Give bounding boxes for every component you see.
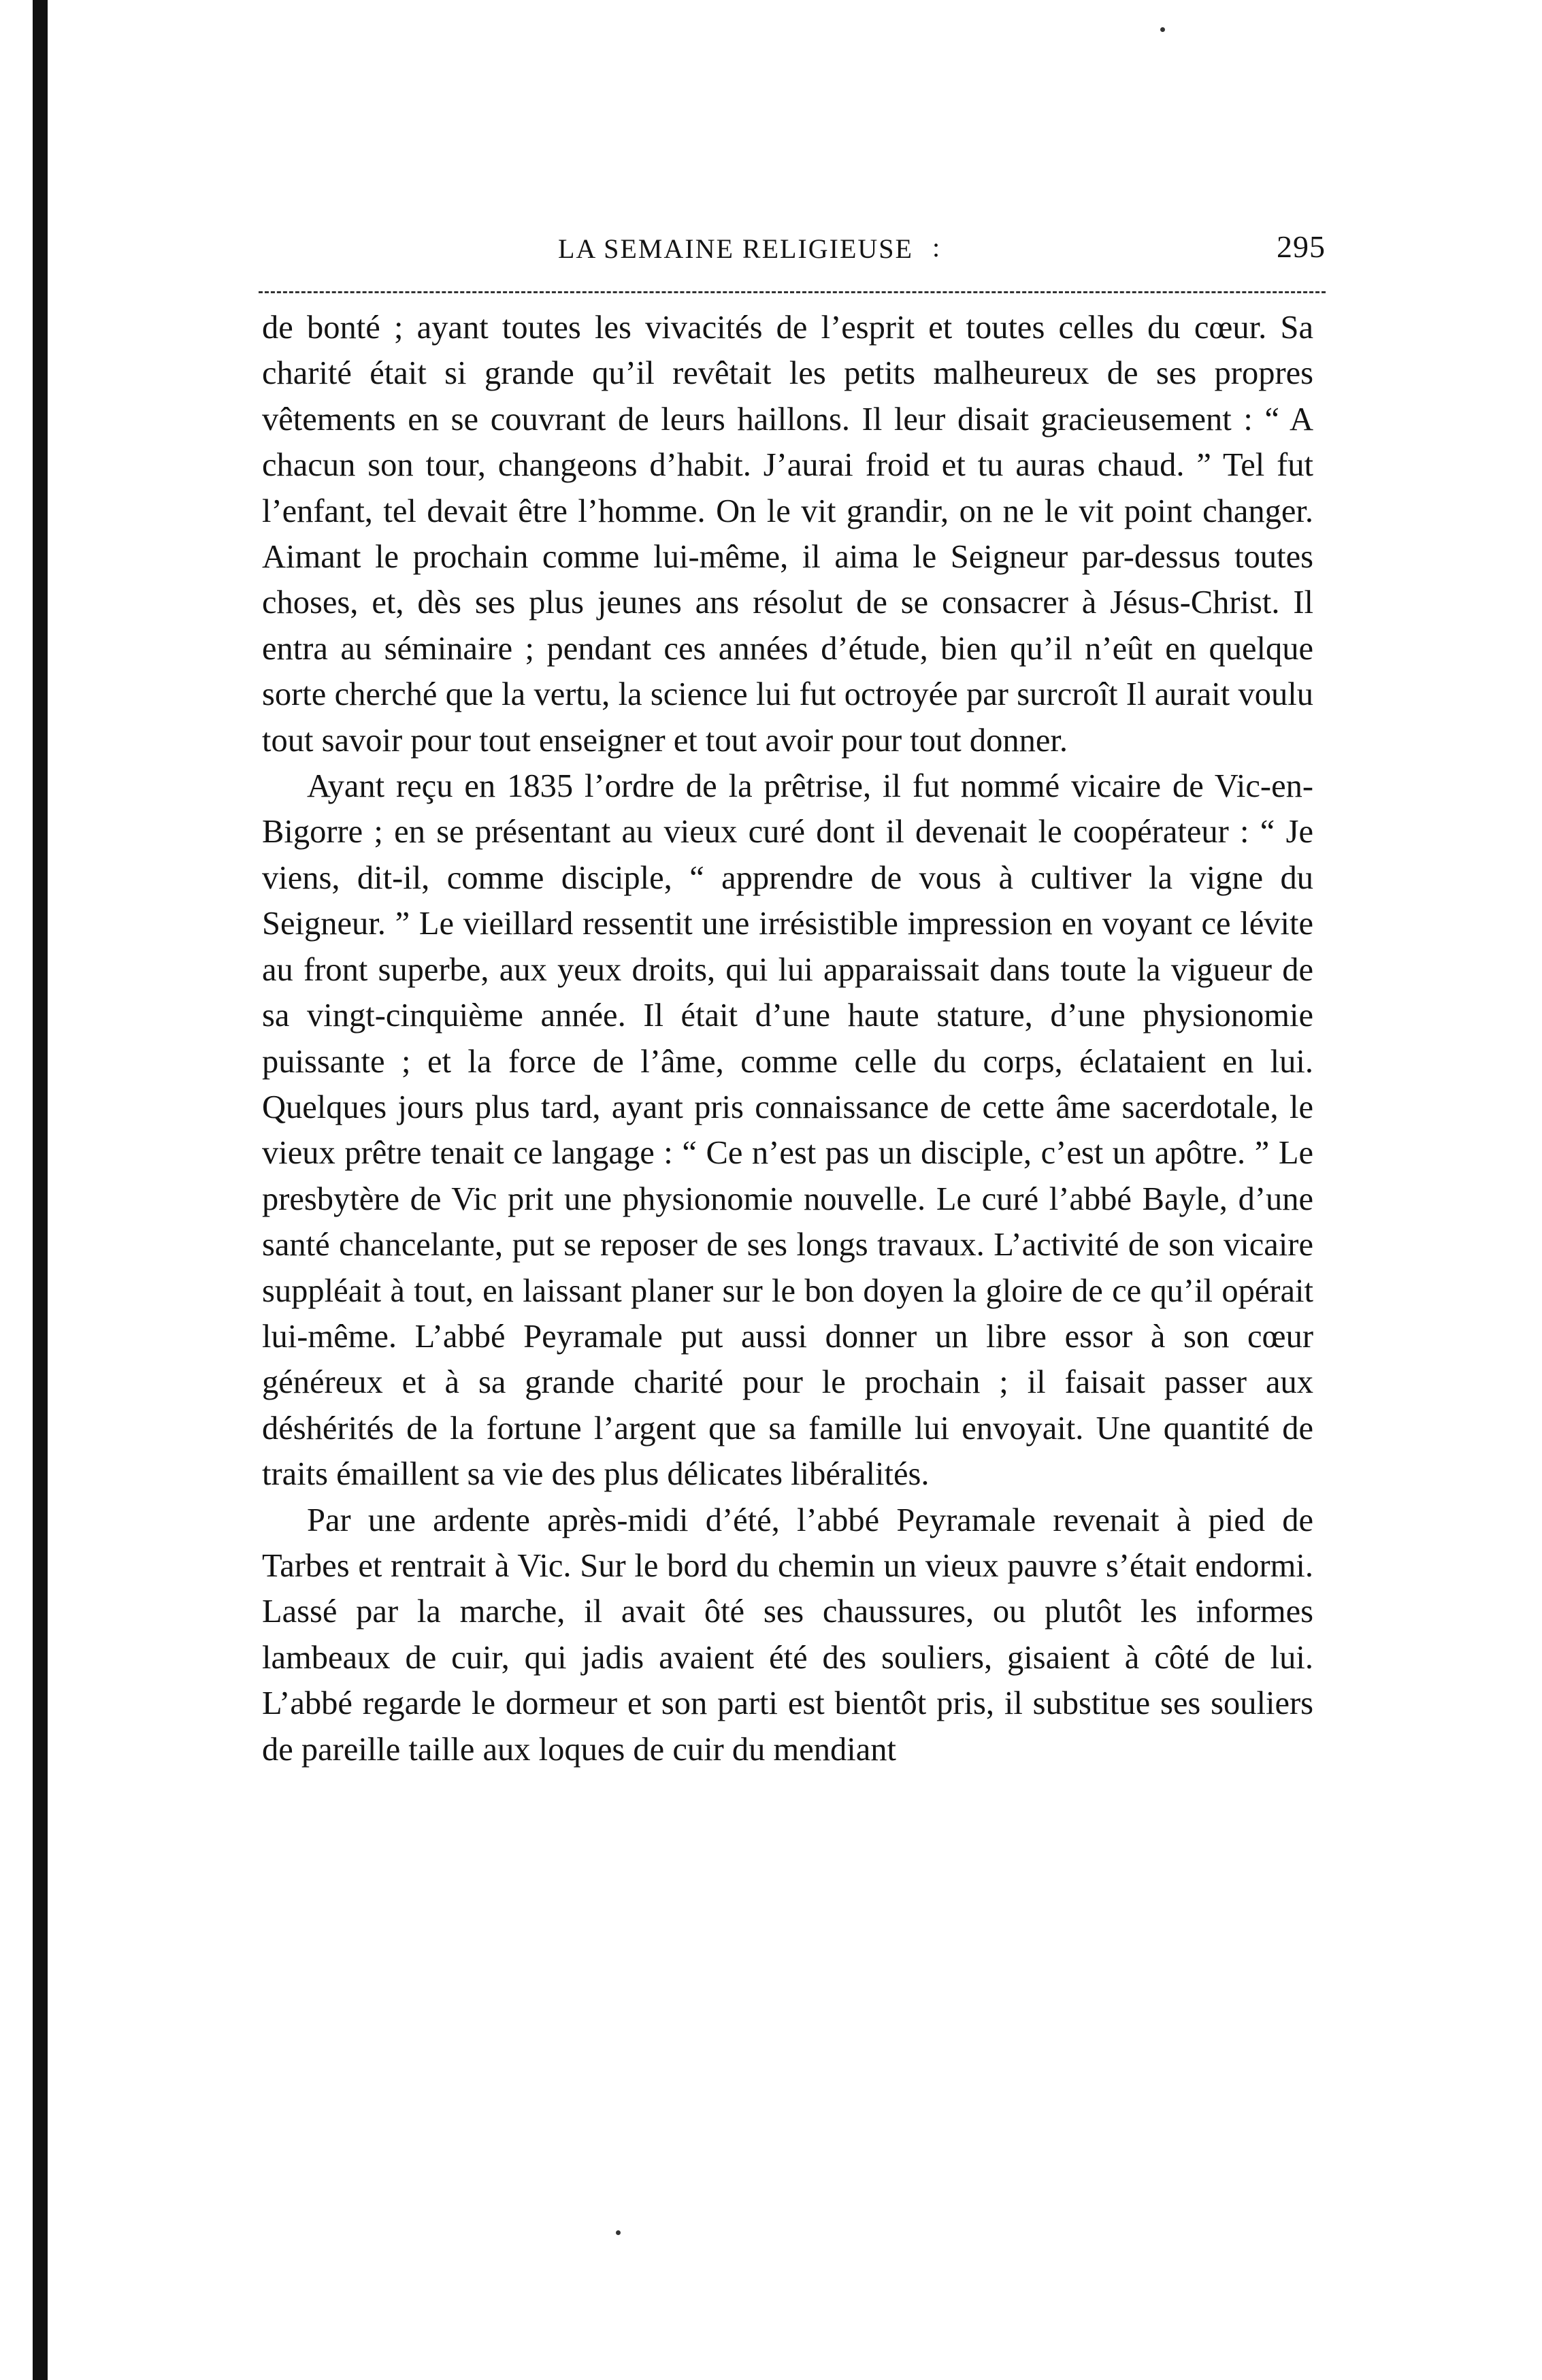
paragraph-3: Par une ardente après-midi d’été, l’abbé Peyramale revenait à pied de Tarbes et rentrait à Vic. Sur le bord du chemin un vieux pauvre s’était endormi. Lassé par la marche, il avait ôté ses chaussures, ou plutôt les informes lambeaux de cuir, qui jadis avaient été des souliers, gisaient à côté de lui. L’abbé regarde le dormeur et son parti est bientôt pris, il substitue ses souliers de pareille taille aux loques de cuir du mendiant [262,1502,1313,1768]
header-separator: : [932,232,940,263]
page-number: 295 [1277,229,1326,264]
print-speck [616,2230,621,2235]
header-rule [259,291,1326,293]
binding-edge [33,0,48,2380]
print-speck [1160,27,1165,32]
page-header [259,225,1326,279]
paragraph-1: de bonté ; ayant toutes les vivacités de l’esprit et toutes celles du cœur. Sa charité était si grande qu’il revêtait les petits malheureux de ses propres vêtements en se couvrant de leurs haillons. Il leur disait gracieusement : “ A chacun son tour, changeons d’habit. J’aurai froid et tu auras chaud. ” Tel fut l’enfant, tel devait être l’homme. On le vit grandir, on ne le vit point changer. Aimant le prochain comme lui-même, il aima le Seigneur par-dessus toutes choses, et, dès ses plus jeunes ans résolut de se consacrer à Jésus-Christ. Il entra au séminaire ; pendant ces années d’étude, bien qu’il n’eût en quelque sorte cherché que la vertu, la science lui fut octroyée par surcroît Il aurait voulu tout savoir pour tout enseigner et tout avoir pour tout donner. [262,310,1313,759]
running-title: LA SEMAINE RELIGIEUSE [558,233,913,264]
paragraph-2: Ayant reçu en 1835 l’ordre de la prêtrise, il fut nommé vicaire de Vic-en-Bigorre ; en se présentant au vieux curé dont il devenait le coopérateur : “ Je viens, dit-il, comme disciple, “ apprendre de vous à cultiver la vigne du Seigneur. ” Le vieillard ressentit une irrésistible impression en voyant ce lévite au front superbe, aux yeux droits, qui lui apparaissait dans toute la vigueur de sa vingt-cinquième année. Il était d’une haute stature, d’une physionomie puissante ; et la force de l’âme, comme celle du corps, éclataient en lui. Quelques jours plus tard, ayant pris connaissance de cette âme sacerdotale, le vieux prêtre tenait ce langage : “ Ce n’est pas un disciple, c’est un apôtre. ” Le presbytère de Vic prit une physionomie nouvelle. Le curé l’abbé Bayle, d’une santé chancelante, put se reposer de ses longs travaux. L’activité de son vicaire suppléait à tout, en laissant planer sur le bon doyen la gloire de ce qu’il opérait lui-même. L’abbé Peyramale put aussi donner un libre essor à son cœur généreux et à sa grande charité pour le prochain ; il faisait passer aux déshérités de la fortune l’argent que sa famille lui envoyait. Une quantité de traits émaillent sa vie des plus délicates libéralités. [262,768,1313,1493]
body-text [262,305,1313,1772]
